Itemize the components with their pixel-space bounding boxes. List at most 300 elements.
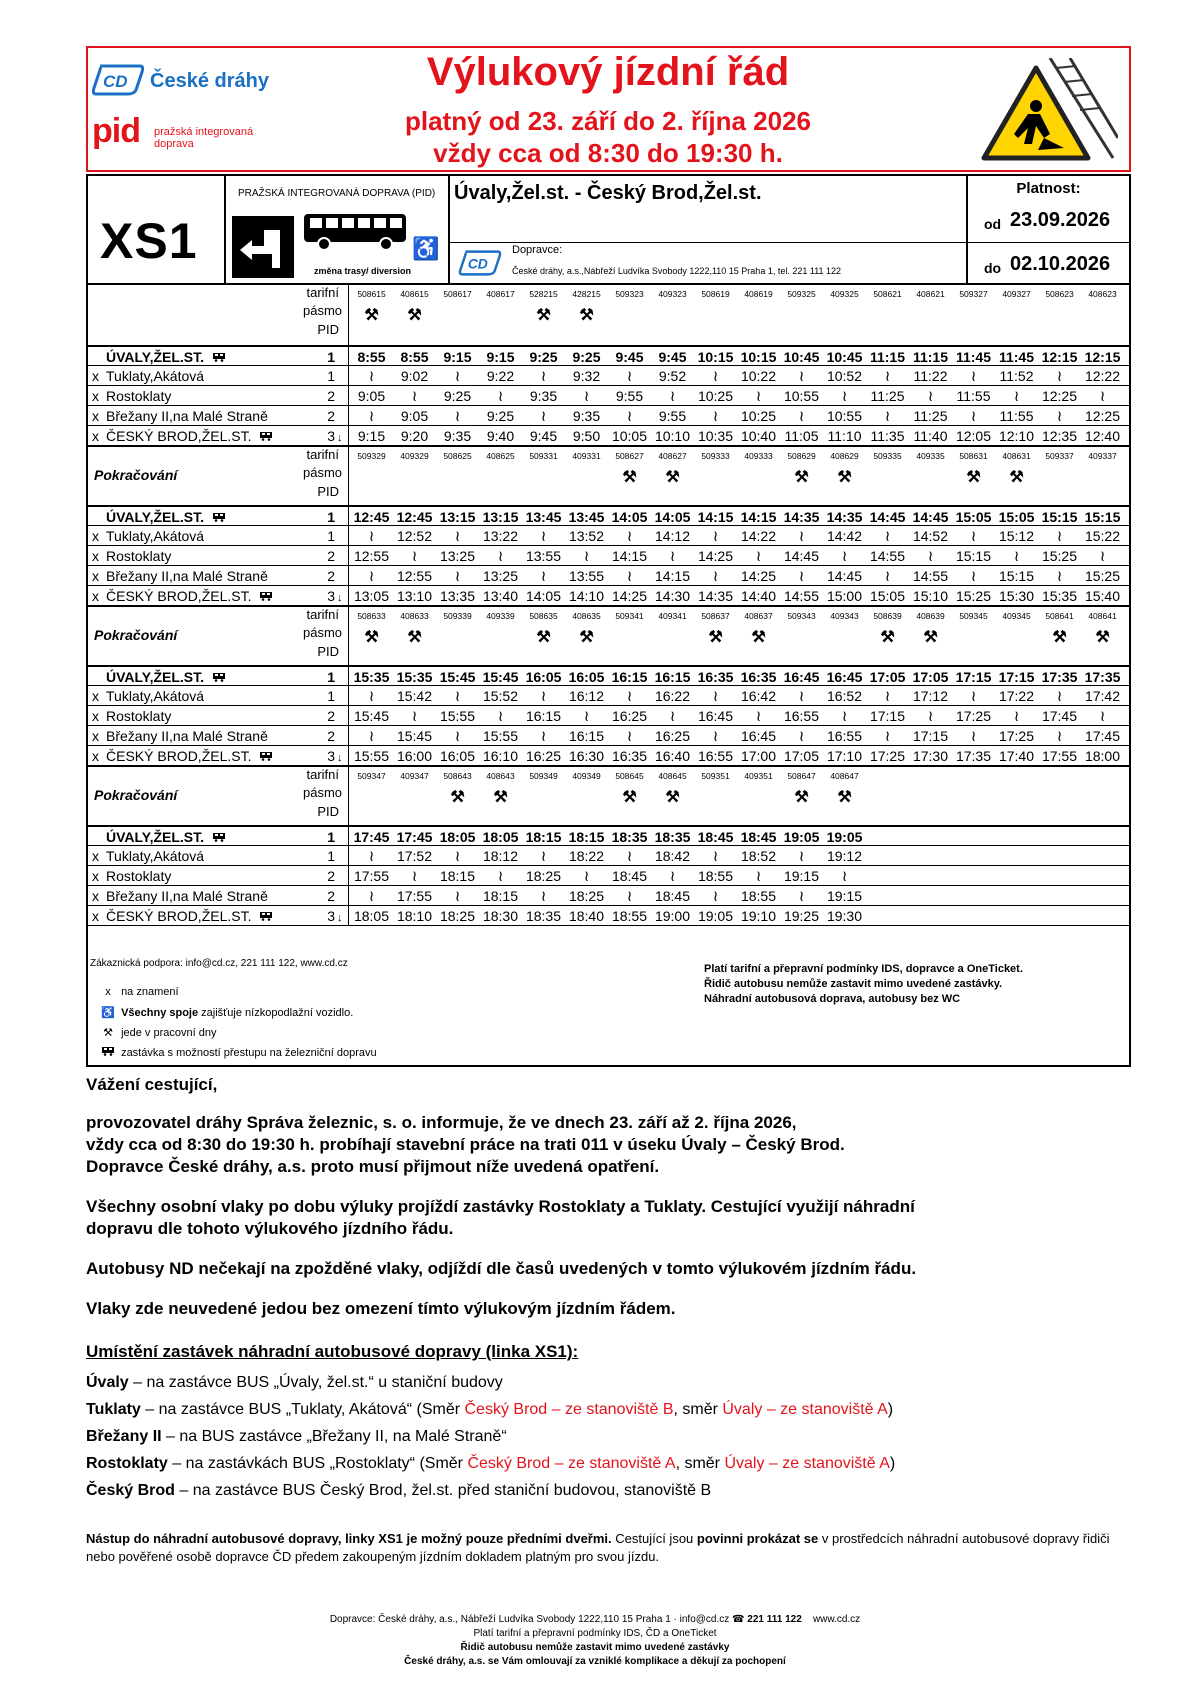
zone-label: pásmo [303,785,343,800]
stop-name: Tuklaty,Akátová [106,688,205,704]
footer-operator: Dopravce: České dráhy, a.s., Nábřeží Ludvíka Svobody 1222,110 15 Praha 1 · info@cd.cz [329,1614,730,1625]
wheelchair-icon: ♿ [412,236,440,261]
workdays-icon: ⚒ [622,469,637,486]
pass-symbol: ≀ [540,408,547,425]
zone-number: 2 [327,568,335,584]
departure-time: 14:45 [826,568,863,584]
departure-time: 17:10 [826,748,863,764]
pass-symbol: ≀ [626,368,633,385]
trip-number: 408631 [1002,451,1031,461]
departure-time: 15:55 [439,708,476,724]
stop-platform: Český Brod – ze stanoviště B [464,1401,674,1418]
pass-symbol: ≀ [970,568,977,585]
on-request-symbol: x [92,748,99,764]
notice-line: dopravu dle tohoto výlukového jízdního řádu. [86,1219,454,1238]
pass-symbol: ≀ [1056,368,1063,385]
zone-label: pásmo [303,465,343,480]
stop-row [88,525,1129,545]
departure-time: 13:55 [525,548,562,564]
divider [348,447,349,507]
trip-number: 509339 [443,611,472,621]
legend-item [98,1006,353,1019]
departure-time: 16:00 [396,748,433,764]
pass-symbol: ≀ [454,408,461,425]
departure-time: 15:25 [1041,548,1078,564]
zone-number: 3 [327,428,335,444]
departure-time: 14:25 [611,588,648,604]
departure-time: 15:35 [353,669,390,685]
stop-platform: Úvaly – ze stanoviště A [724,1455,890,1472]
departure-time: 18:35 [525,908,562,924]
trip-number: 408639 [916,611,945,621]
trip-number: 408615 [400,289,429,299]
departure-time: 14:35 [697,588,734,604]
footer-phone: 221 111 122 [747,1614,802,1625]
stop-desc: – na zastávkách BUS „Rostoklaty“ (Směr [167,1455,468,1472]
departure-time: 15:45 [439,669,476,685]
pass-symbol: ≀ [841,708,848,725]
departure-time: 14:30 [654,588,691,604]
departure-time: 16:22 [654,688,691,704]
departure-time: 11:35 [870,428,905,444]
legend-item [98,986,179,998]
departure-time: 17:15 [869,708,906,724]
departure-time: 12:40 [1084,428,1121,444]
departure-time: 12:15 [1084,349,1121,365]
stop-desc: – na zastávce BUS Český Brod, žel.st. před staniční budovou, stanoviště B [174,1482,712,1499]
stop-row [88,665,1129,685]
trip-header-block [88,445,1129,505]
divider [348,846,349,865]
trip-number: 508635 [529,611,558,621]
departure-time: 17:15 [912,728,949,744]
pass-symbol: ≀ [1056,568,1063,585]
pass-symbol: ≀ [712,688,719,705]
stop-name: Rostoklaty [106,708,172,724]
zone-number: 1 [327,528,335,544]
zone-number: 2 [327,868,335,884]
stop-name: ČESKÝ BROD,ŽEL.ST. [106,588,273,604]
zone-number: 1 [327,688,335,704]
line-number: XS1 [100,213,198,269]
departure-time: 19:05 [826,829,863,845]
trip-number: 409327 [1002,289,1031,299]
stop-name: Rostoklaty [106,548,172,564]
divider [348,607,349,667]
departure-time: 18:55 [740,888,777,904]
trip-header-block [88,765,1129,825]
departure-time: 10:45 [783,349,820,365]
pass-symbol: ≀ [669,708,676,725]
pass-symbol: ≀ [368,688,375,705]
departure-time: 15:05 [955,509,992,525]
pass-symbol: ≀ [712,888,719,905]
departure-time: 11:45 [955,349,992,365]
zone-number: 3 [327,908,335,924]
stop-location [86,1428,1156,1446]
departure-time: 15:10 [912,588,949,604]
departure-time: 17:55 [353,868,390,884]
departure-time: 17:35 [1041,669,1078,685]
departure-time: 13:45 [568,509,605,525]
divider [348,827,349,846]
trip-number: 508627 [615,451,644,461]
workdays-icon: ⚒ [622,789,637,806]
pass-symbol: ≀ [1099,388,1106,405]
stop-row [88,845,1129,865]
departure-time: 14:35 [826,509,863,525]
direction-arrow-icon: ↓ [337,592,343,604]
zone-number: 2 [327,548,335,564]
pass-symbol: ≀ [583,868,590,885]
departure-time: 11:25 [913,408,948,424]
trip-number: 508637 [701,611,730,621]
trip-number: 409337 [1088,451,1117,461]
departure-time: 12:25 [1041,388,1078,404]
stop-row [88,745,1129,765]
departure-time: 14:55 [912,568,949,584]
stop-name: ÚVALY,ŽEL.ST. [106,509,226,525]
departure-time: 17:25 [998,728,1035,744]
departure-time: 14:52 [912,528,949,544]
on-request-symbol: x [92,428,99,444]
departure-time: 18:05 [482,829,519,845]
departure-time: 16:30 [568,748,605,764]
workdays-icon: ⚒ [493,789,508,806]
departure-time: 9:25 [572,349,601,365]
departure-time: 17:30 [912,748,949,764]
pass-symbol: ≀ [454,528,461,545]
departure-time: 17:45 [396,829,433,845]
zone-number: 1 [327,368,335,384]
stop-name: Rostoklaty [106,868,172,884]
boarding-note [86,1530,1136,1566]
divider [348,386,349,405]
departure-time: 15:15 [998,568,1035,584]
departure-time: 13:10 [396,588,433,604]
pass-symbol: ≀ [583,548,590,565]
divider [348,667,349,686]
departure-time: 16:10 [482,748,519,764]
pass-symbol: ≀ [583,388,590,405]
trip-number: 509351 [701,771,730,781]
departure-time: 10:22 [740,368,777,384]
departure-time: 10:25 [740,408,777,424]
zone-number: 1 [327,509,335,525]
workdays-icon: ⚒ [103,1027,113,1039]
pass-symbol: ≀ [712,848,719,865]
trip-number: 409345 [1002,611,1031,621]
departure-time: 11:52 [999,368,1034,384]
divider [348,767,349,827]
workdays-icon: ⚒ [923,629,938,646]
timetable-header [88,176,1129,285]
cd-logo-icon [92,64,144,96]
pass-symbol: ≀ [454,368,461,385]
stop-name: Tuklaty,Akátová [106,368,205,384]
stop-row [88,705,1129,725]
pass-symbol: ≀ [497,868,504,885]
validity-label: Platnost: [1016,180,1081,197]
workdays-icon: ⚒ [966,469,981,486]
departure-time: 10:10 [654,428,691,444]
departure-time: 18:15 [482,888,519,904]
conditions-line: Náhradní autobusová doprava, autobusy bez WC [704,993,961,1005]
departure-time: 14:15 [697,509,734,525]
departure-time: 12:22 [1084,368,1121,384]
departure-time: 19:12 [826,848,863,864]
stop-platform: Úvaly – ze stanoviště A [722,1401,888,1418]
departure-time: 13:15 [439,509,476,525]
divider [224,176,226,283]
workdays-icon: ⚒ [579,307,594,324]
stop-name: ČESKÝ BROD,ŽEL.ST. [106,748,273,764]
stop-name: Břežany II,na Malé Straně [106,408,268,424]
departure-time: 16:55 [697,748,734,764]
workdays-icon: ⚒ [665,469,680,486]
pass-symbol: ≀ [669,388,676,405]
stop-desc: , směr [675,1455,725,1472]
trip-number: 509341 [615,611,644,621]
departure-time: 15:45 [396,728,433,744]
on-request-symbol: x [92,368,99,384]
time-window-line: vždy cca od 8:30 do 19:30 h. [433,138,783,168]
pass-symbol: ≀ [626,528,633,545]
departure-time: 19:30 [826,908,863,924]
pass-symbol: ≀ [411,548,418,565]
departure-time: 17:05 [912,669,949,685]
direction-arrow-icon: ↓ [337,752,343,764]
stop-row [88,545,1129,565]
trip-number: 428215 [572,289,601,299]
pass-symbol: ≀ [497,548,504,565]
pass-symbol: ≀ [1056,528,1063,545]
pass-symbol: ≀ [970,688,977,705]
pass-symbol: ≀ [368,888,375,905]
departure-time: 11:55 [956,388,991,404]
workdays-icon: ⚒ [364,629,379,646]
road-works-sign-icon [978,58,1118,166]
train-icon [98,1046,118,1059]
zone-number: 2 [327,388,335,404]
pid-label: PID [317,644,339,659]
departure-time: 12:45 [353,509,390,525]
departure-time: 14:40 [740,588,777,604]
diversion-label: změna trasy/ diversion [314,266,412,276]
departure-time: 15:25 [1084,568,1121,584]
pass-symbol: ≀ [1013,548,1020,565]
departure-time: 9:15 [486,349,515,365]
departure-time: 8:55 [357,349,386,365]
tariff-label: tarifní [306,607,339,622]
stop-location [86,1455,1156,1473]
stop-name: Úvaly [86,1374,129,1391]
trip-number: 408617 [486,289,515,299]
divider [348,866,349,885]
departure-time: 13:15 [482,509,519,525]
on-request-symbol: x [92,708,99,724]
bus-icon [302,212,408,252]
zone-label: pásmo [303,625,343,640]
stop-row [88,345,1129,365]
departure-time: 15:22 [1084,528,1121,544]
continuation-label: Pokračování [94,467,178,483]
departure-time: 9:02 [400,368,429,384]
departure-time: 13:55 [568,568,605,584]
valid-to: 02.10.2026 [1010,253,1111,275]
departure-time: 16:15 [654,669,691,685]
pass-symbol: ≀ [798,368,805,385]
footer-web: www.cd.cz [812,1614,861,1625]
direction-arrow-icon: ↓ [337,912,343,924]
pass-symbol: ≀ [368,368,375,385]
trip-number: 509329 [357,451,386,461]
departure-time: 9:40 [486,428,515,444]
zone-number: 2 [327,708,335,724]
departure-time: 16:52 [826,688,863,704]
departure-time: 13:52 [568,528,605,544]
timetable-frame [86,174,1131,1067]
departure-time: 18:55 [611,908,648,924]
departure-time: 13:22 [482,528,519,544]
pass-symbol: ≀ [411,868,418,885]
on-request-symbol: x [92,408,99,424]
boarding-bold: povinni prokázat se [696,1531,819,1546]
departure-time: 9:45 [615,349,644,365]
departure-time: 9:35 [443,428,472,444]
departure-time: 12:35 [1041,428,1078,444]
zone-number: 3 [327,748,335,764]
departure-time: 12:45 [396,509,433,525]
departure-time: 8:55 [400,349,429,365]
pass-symbol: ≀ [970,728,977,745]
departure-time: 12:52 [396,528,433,544]
stop-row [88,585,1129,605]
departure-time: 10:05 [611,428,648,444]
conditions-note [704,962,1023,1007]
trip-number: 508617 [443,289,472,299]
departure-time: 19:10 [740,908,777,924]
departure-time: 18:45 [697,829,734,845]
phone-icon: ☎ [732,1614,745,1625]
departure-time: 14:05 [654,509,691,525]
departure-time: 14:15 [611,548,648,564]
stop-row [88,425,1129,445]
departure-time: 17:00 [740,748,777,764]
departure-time: 10:15 [740,349,777,365]
trip-header-block [88,285,1129,345]
pass-symbol: ≀ [970,408,977,425]
departure-time: 15:55 [353,748,390,764]
pid-label: PID [317,322,339,337]
departure-time: 11:45 [998,349,1035,365]
trip-number: 508645 [615,771,644,781]
workdays-icon: ⚒ [1009,469,1024,486]
pass-symbol: ≀ [669,548,676,565]
pass-symbol: ≀ [540,368,547,385]
departure-time: 18:22 [568,848,605,864]
trip-number: 509349 [529,771,558,781]
divider [348,686,349,705]
pass-symbol: ≀ [712,728,719,745]
departure-time: 19:05 [697,908,734,924]
departure-time: 14:15 [654,568,691,584]
departure-time: 15:12 [998,528,1035,544]
departure-time: 9:05 [357,388,386,404]
pass-symbol: ≀ [411,388,418,405]
departure-time: 10:35 [697,428,734,444]
departure-time: 15:35 [1041,588,1078,604]
pass-symbol: ≀ [454,568,461,585]
departure-time: 18:25 [568,888,605,904]
departure-time: 16:25 [611,708,648,724]
zone-number: 1 [327,669,335,685]
departure-time: 15:45 [353,708,390,724]
departure-time: 19:00 [654,908,691,924]
conditions-line: Řidič autobusu nemůže zastavit mimo uvedené zastávky. [704,978,1003,990]
departure-time: 16:35 [697,669,734,685]
stop-location [86,1401,1156,1419]
greeting: Vážení cestující, [86,1075,218,1094]
departure-time: 17:52 [396,848,433,864]
notice-line: Dopravce České dráhy, a.s. proto musí přijmout níže uvedená opatření. [86,1157,660,1176]
departure-time: 16:12 [568,688,605,704]
legend-item [98,1046,377,1059]
footer-line: Řidič autobusu nemůže zastavit mimo uvedené zastávky [460,1642,730,1653]
stop-name: ÚVALY,ŽEL.ST. [106,669,226,685]
pass-symbol: ≀ [1013,388,1020,405]
departure-time: 14:45 [869,509,906,525]
stop-name: Tuklaty,Akátová [106,848,205,864]
customer-support: Zákaznická podpora: info@cd.cz, 221 111 122, www.cd.cz [90,958,348,969]
pass-symbol: ≀ [540,728,547,745]
departure-time: 16:35 [740,669,777,685]
trip-number: 409347 [400,771,429,781]
departure-time: 14:25 [697,548,734,564]
boarding-bold: Nástup do náhradní autobusové dopravy, linky XS1 je možný pouze předními dveřmi. [86,1531,612,1546]
legend-text-bold: Všechny spoje [121,1007,199,1019]
trip-number: 409333 [744,451,773,461]
workdays-icon: ⚒ [880,629,895,646]
departure-time: 14:12 [654,528,691,544]
on-request-symbol: x [92,908,99,924]
pass-symbol: ≀ [755,388,762,405]
departure-time: 9:22 [486,368,515,384]
departure-time: 18:15 [568,829,605,845]
divider [348,507,349,526]
pass-symbol: ≀ [1056,728,1063,745]
departure-time: 14:22 [740,528,777,544]
pass-symbol: ≀ [712,568,719,585]
legend-item [98,1026,216,1039]
departure-time: 12:05 [955,428,992,444]
boarding-text: Cestující jsou [611,1531,697,1546]
pass-symbol: ≀ [368,568,375,585]
trip-number: 408635 [572,611,601,621]
departure-time: 16:05 [439,748,476,764]
trip-number: 508615 [357,289,386,299]
departure-time: 17:55 [396,888,433,904]
departure-time: 9:25 [443,388,472,404]
workdays-icon: ⚒ [1095,629,1110,646]
trip-number: 409335 [916,451,945,461]
pass-symbol: ≀ [497,708,504,725]
departure-time: 9:55 [658,408,687,424]
trip-number: 508621 [873,289,902,299]
stop-row [88,685,1129,705]
departure-time: 15:45 [482,669,519,685]
direction-arrow-icon: ↓ [337,432,343,444]
